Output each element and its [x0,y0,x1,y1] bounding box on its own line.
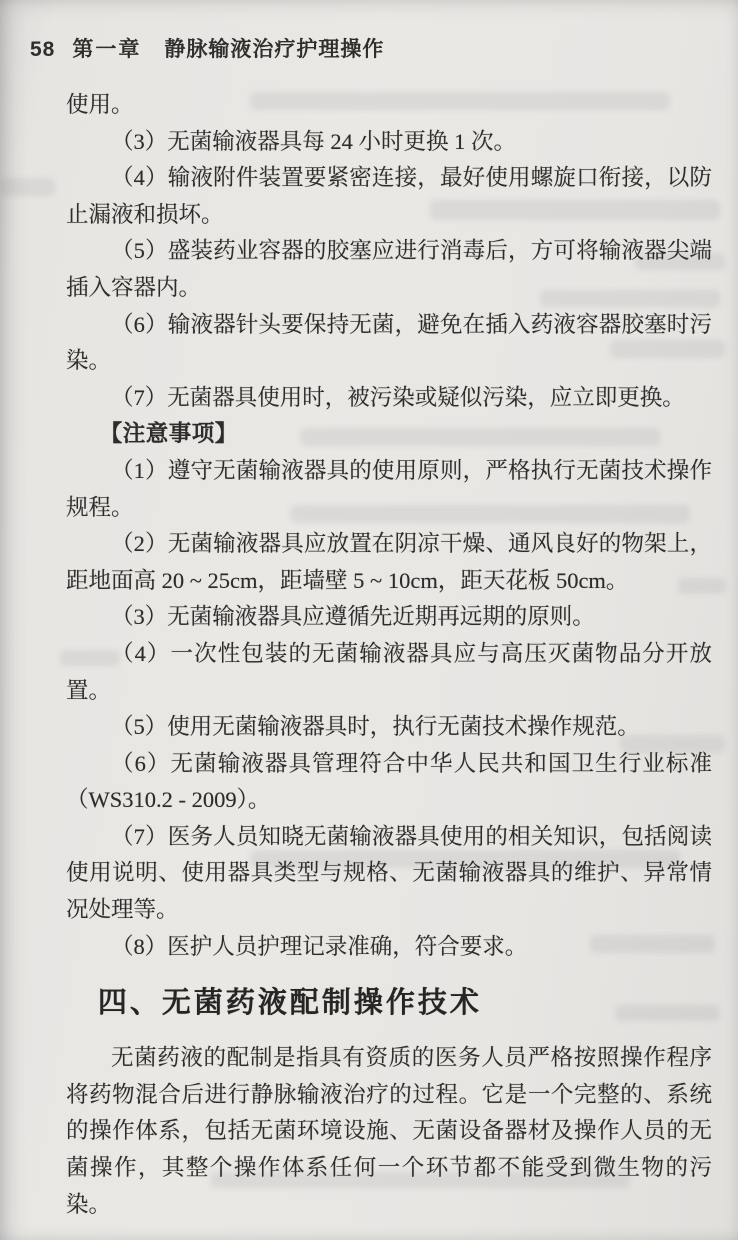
note-item-1: （1）遵守无菌输液器具的使用原则，严格执行无菌技术操作规程。 [66,457,712,520]
list-item-5: （5）盛装药业容器的胶塞应进行消毒后，方可将输液器尖端插入容器内。 [66,238,712,300]
closing-paragraph: 无菌药液的配制是指具有资质的医务人员严格按照操作程序将药物混合后进行静脉输液治疗的过程。它是一个完整的、系统的操作体系，包括无菌环境设施、无菌设备器材及操作人员的无菌操作，其整个操作体系任何一个环节都不能受到微生物的污染。 [66,1045,712,1217]
note-item-8: （8）医护人员护理记录准确，符合要求。 [111,933,528,959]
chapter-label: 第一章 [72,38,142,61]
list-item-7: （7）无菌器具使用时，被污染或疑似污染，应立即更换。 [111,384,685,410]
page-header [30,33,384,63]
list-item-4: （4）输液附件装置要紧密连接，最好使用螺旋口衔接，以防止漏液和损坏。 [66,165,712,227]
list-item-6: （6）输液器针头要保持无菌，避免在插入药液容器胶塞时污染。 [66,311,712,374]
paragraph-continuation: 使用。 [66,92,134,117]
section-heading: 四、无菌药液配制操作技术 [97,987,482,1020]
note-item-4: （4）一次性包装的无菌输液器具应与高压灭菌物品分开放置。 [66,640,712,703]
note-item-3: （3）无菌输液器具应遵循先近期再远期的原则。 [111,604,595,630]
note-item-7: （7）医务人员知晓无菌输液器具使用的相关知识，包括阅读使用说明、使用器具类型与规格、无菌输液器具的维护、异常情况处理等。 [66,823,712,923]
list-item-3: （3）无菌输液器具每 24 小时更换 1 次。 [111,128,517,154]
chapter-title: 静脉输液治疗护理操作 [164,38,385,61]
note-item-5: （5）使用无菌输液器具时，执行无菌技术操作规范。 [111,714,640,740]
page-number: 58 [30,38,56,61]
notes-section-label: 【注意事项】 [99,421,238,447]
note-item-6: （6）无菌输液器具管理符合中华人民共和国卫生行业标准（WS310.2 - 2009）。 [66,750,712,813]
page-body [66,87,712,1223]
bleed-through-smudge [0,178,55,196]
note-item-2: （2）无菌输液器具应放置在阴凉干燥、通风良好的物架上，距地面高 20 ~ 25cm，距墙壁 5 ~ 10cm，距天花板 50cm。 [66,531,712,593]
